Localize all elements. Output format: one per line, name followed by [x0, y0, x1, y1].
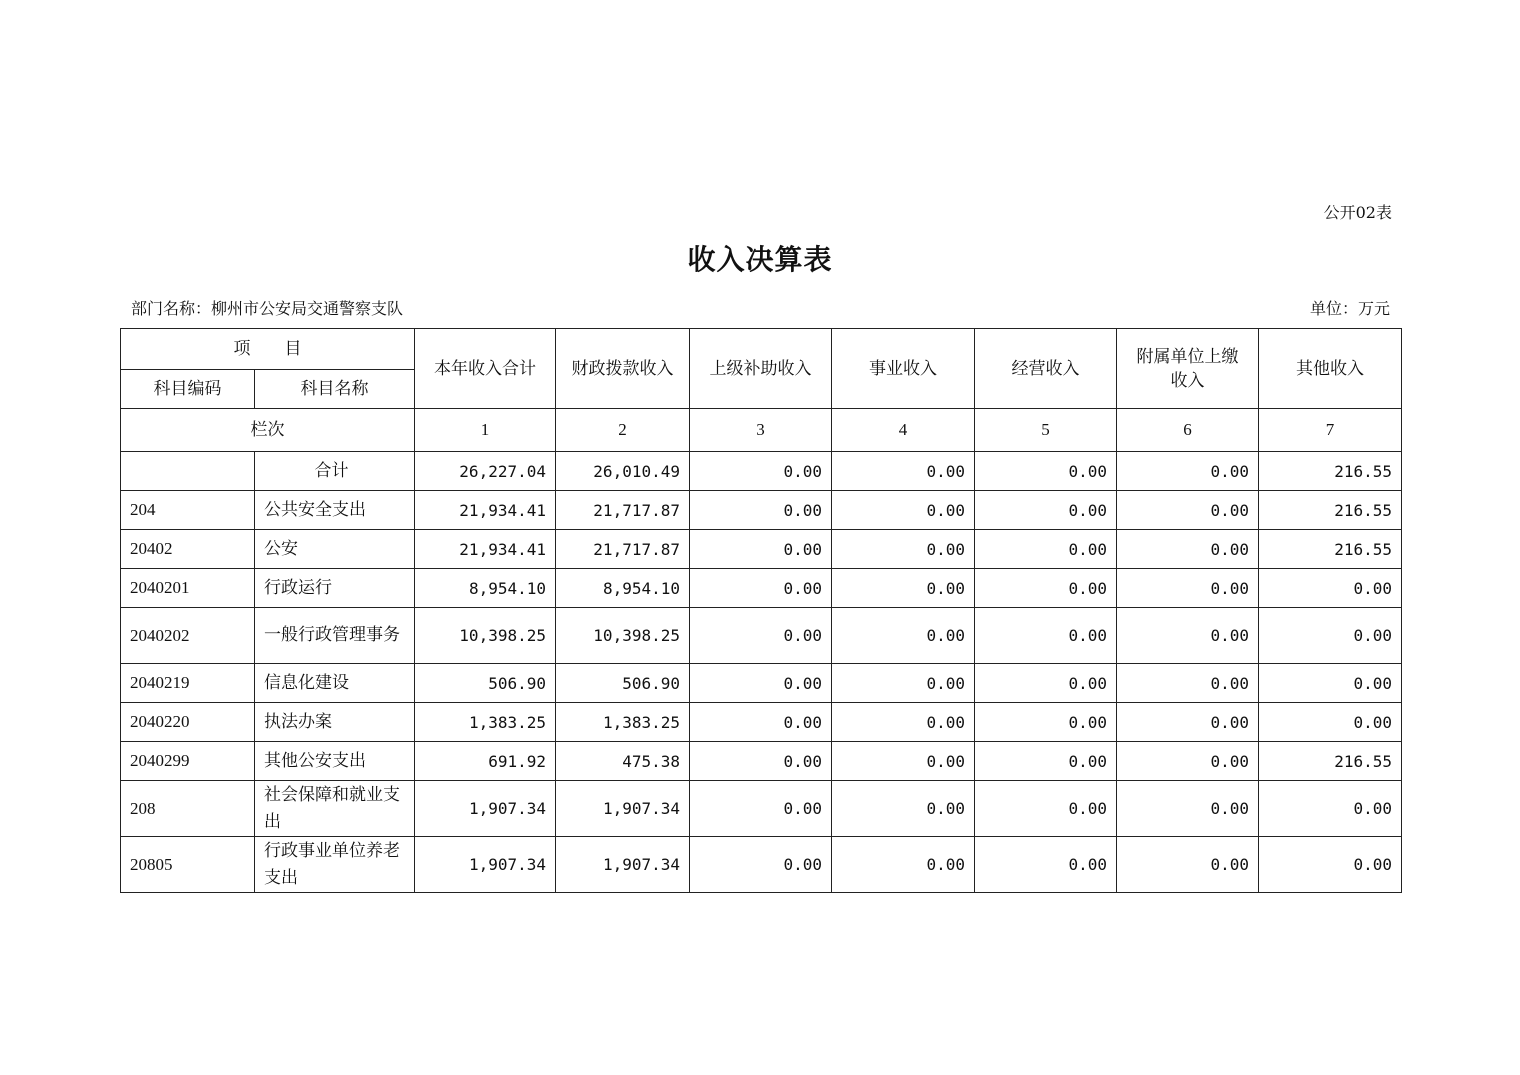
- cell-other-income: 0.00: [1259, 664, 1402, 703]
- cell-superior-subsidy: 0.00: [690, 530, 832, 569]
- subject-code: 2040219: [121, 664, 255, 703]
- cell-total-income: 1,907.34: [415, 837, 556, 893]
- cell-business-income: 0.00: [832, 491, 975, 530]
- cell-other-income: 216.55: [1259, 530, 1402, 569]
- cell-total-income: 1,383.25: [415, 703, 556, 742]
- cell-business-income: 0.00: [832, 530, 975, 569]
- subject-name: 行政运行: [255, 569, 415, 608]
- table-row-total: [121, 452, 1402, 491]
- subject-code: 2040220: [121, 703, 255, 742]
- table-row: [121, 781, 1402, 837]
- cell-other-income: 216.55: [1259, 742, 1402, 781]
- cell-other-income: 0.00: [1259, 781, 1402, 837]
- cell-total-income: 10,398.25: [415, 608, 556, 664]
- subject-code: 20805: [121, 837, 255, 893]
- subject-name: 合计: [255, 452, 415, 491]
- column-index: 5: [975, 409, 1117, 452]
- subject-code: 20402: [121, 530, 255, 569]
- cell-business-income: 0.00: [832, 837, 975, 893]
- cell-operating-income: 0.00: [975, 608, 1117, 664]
- cell-other-income: 0.00: [1259, 837, 1402, 893]
- cell-operating-income: 0.00: [975, 452, 1117, 491]
- subject-name: 行政事业单位养老支出: [255, 837, 415, 893]
- page-title: 收入决算表: [687, 243, 833, 276]
- cell-fiscal-appropriation: 506.90: [556, 664, 690, 703]
- cell-fiscal-appropriation: 21,717.87: [556, 491, 690, 530]
- cell-superior-subsidy: 0.00: [690, 664, 832, 703]
- cell-total-income: 506.90: [415, 664, 556, 703]
- subject-name: 公共安全支出: [255, 491, 415, 530]
- header-item: 项 目: [121, 329, 415, 370]
- cell-affiliated-remittance: 0.00: [1117, 781, 1259, 837]
- table-row: [121, 703, 1402, 742]
- cell-business-income: 0.00: [832, 608, 975, 664]
- cell-operating-income: 0.00: [975, 742, 1117, 781]
- subject-code: 2040202: [121, 608, 255, 664]
- cell-affiliated-remittance: 0.00: [1117, 452, 1259, 491]
- cell-total-income: 21,934.41: [415, 491, 556, 530]
- column-index: 4: [832, 409, 975, 452]
- subject-code: 204: [121, 491, 255, 530]
- header-subject-code: 科目编码: [121, 370, 255, 409]
- cell-operating-income: 0.00: [975, 491, 1117, 530]
- cell-fiscal-appropriation: 1,907.34: [556, 781, 690, 837]
- column-index: 1: [415, 409, 556, 452]
- cell-affiliated-remittance: 0.00: [1117, 703, 1259, 742]
- cell-other-income: 0.00: [1259, 703, 1402, 742]
- header-business-income: 事业收入: [832, 329, 975, 409]
- cell-fiscal-appropriation: 1,383.25: [556, 703, 690, 742]
- table-row: [121, 742, 1402, 781]
- cell-affiliated-remittance: 0.00: [1117, 530, 1259, 569]
- cell-affiliated-remittance: 0.00: [1117, 608, 1259, 664]
- header-operating-income: 经营收入: [975, 329, 1117, 409]
- cell-superior-subsidy: 0.00: [690, 837, 832, 893]
- cell-business-income: 0.00: [832, 452, 975, 491]
- cell-fiscal-appropriation: 1,907.34: [556, 837, 690, 893]
- column-index: 7: [1259, 409, 1402, 452]
- cell-other-income: 0.00: [1259, 608, 1402, 664]
- cell-business-income: 0.00: [832, 664, 975, 703]
- cell-operating-income: 0.00: [975, 781, 1117, 837]
- table-row: [121, 530, 1402, 569]
- cell-operating-income: 0.00: [975, 569, 1117, 608]
- cell-superior-subsidy: 0.00: [690, 491, 832, 530]
- cell-fiscal-appropriation: 8,954.10: [556, 569, 690, 608]
- header-column-index-label: 栏次: [121, 409, 415, 452]
- cell-operating-income: 0.00: [975, 837, 1117, 893]
- subject-name: 执法办案: [255, 703, 415, 742]
- cell-superior-subsidy: 0.00: [690, 703, 832, 742]
- department-name: 部门名称：柳州市公安局交通警察支队: [131, 299, 404, 318]
- column-index: 2: [556, 409, 690, 452]
- cell-other-income: 216.55: [1259, 491, 1402, 530]
- cell-affiliated-remittance: 0.00: [1117, 664, 1259, 703]
- cell-business-income: 0.00: [832, 703, 975, 742]
- cell-superior-subsidy: 0.00: [690, 781, 832, 837]
- cell-affiliated-remittance: 0.00: [1117, 742, 1259, 781]
- cell-affiliated-remittance: 0.00: [1117, 491, 1259, 530]
- column-index: 3: [690, 409, 832, 452]
- form-number: 公开02表: [1323, 203, 1392, 222]
- cell-total-income: 26,227.04: [415, 452, 556, 491]
- subject-code: 208: [121, 781, 255, 837]
- header-subject-name: 科目名称: [255, 370, 415, 409]
- cell-total-income: 1,907.34: [415, 781, 556, 837]
- subject-code: 2040299: [121, 742, 255, 781]
- header-fiscal-appropriation: 财政拨款收入: [556, 329, 690, 409]
- cell-affiliated-remittance: 0.00: [1117, 569, 1259, 608]
- cell-operating-income: 0.00: [975, 664, 1117, 703]
- table-row: [121, 491, 1402, 530]
- cell-total-income: 21,934.41: [415, 530, 556, 569]
- cell-fiscal-appropriation: 475.38: [556, 742, 690, 781]
- cell-business-income: 0.00: [832, 742, 975, 781]
- subject-code: [121, 452, 255, 491]
- cell-affiliated-remittance: 0.00: [1117, 837, 1259, 893]
- cell-fiscal-appropriation: 10,398.25: [556, 608, 690, 664]
- cell-fiscal-appropriation: 21,717.87: [556, 530, 690, 569]
- header-other-income: 其他收入: [1259, 329, 1402, 409]
- subject-name: 其他公安支出: [255, 742, 415, 781]
- cell-operating-income: 0.00: [975, 703, 1117, 742]
- cell-superior-subsidy: 0.00: [690, 452, 832, 491]
- cell-fiscal-appropriation: 26,010.49: [556, 452, 690, 491]
- cell-other-income: 216.55: [1259, 452, 1402, 491]
- cell-superior-subsidy: 0.00: [690, 608, 832, 664]
- subject-code: 2040201: [121, 569, 255, 608]
- cell-superior-subsidy: 0.00: [690, 742, 832, 781]
- cell-business-income: 0.00: [832, 781, 975, 837]
- cell-business-income: 0.00: [832, 569, 975, 608]
- column-index: 6: [1117, 409, 1259, 452]
- header-superior-subsidy: 上级补助收入: [690, 329, 832, 409]
- subject-name: 社会保障和就业支出: [255, 781, 415, 837]
- cell-other-income: 0.00: [1259, 569, 1402, 608]
- table-row: [121, 664, 1402, 703]
- table-row: [121, 569, 1402, 608]
- header-affiliated-remittance: 附属单位上缴收入: [1117, 329, 1259, 409]
- unit-label: 单位：万元: [1309, 299, 1390, 318]
- table-row: [121, 837, 1402, 893]
- subject-name: 公安: [255, 530, 415, 569]
- subject-name: 信息化建设: [255, 664, 415, 703]
- header-total-income: 本年收入合计: [415, 329, 556, 409]
- income-statement-table: [120, 328, 1402, 893]
- cell-operating-income: 0.00: [975, 530, 1117, 569]
- subject-name: 一般行政管理事务: [255, 608, 415, 664]
- cell-superior-subsidy: 0.00: [690, 569, 832, 608]
- cell-total-income: 691.92: [415, 742, 556, 781]
- cell-total-income: 8,954.10: [415, 569, 556, 608]
- table-row: [121, 608, 1402, 664]
